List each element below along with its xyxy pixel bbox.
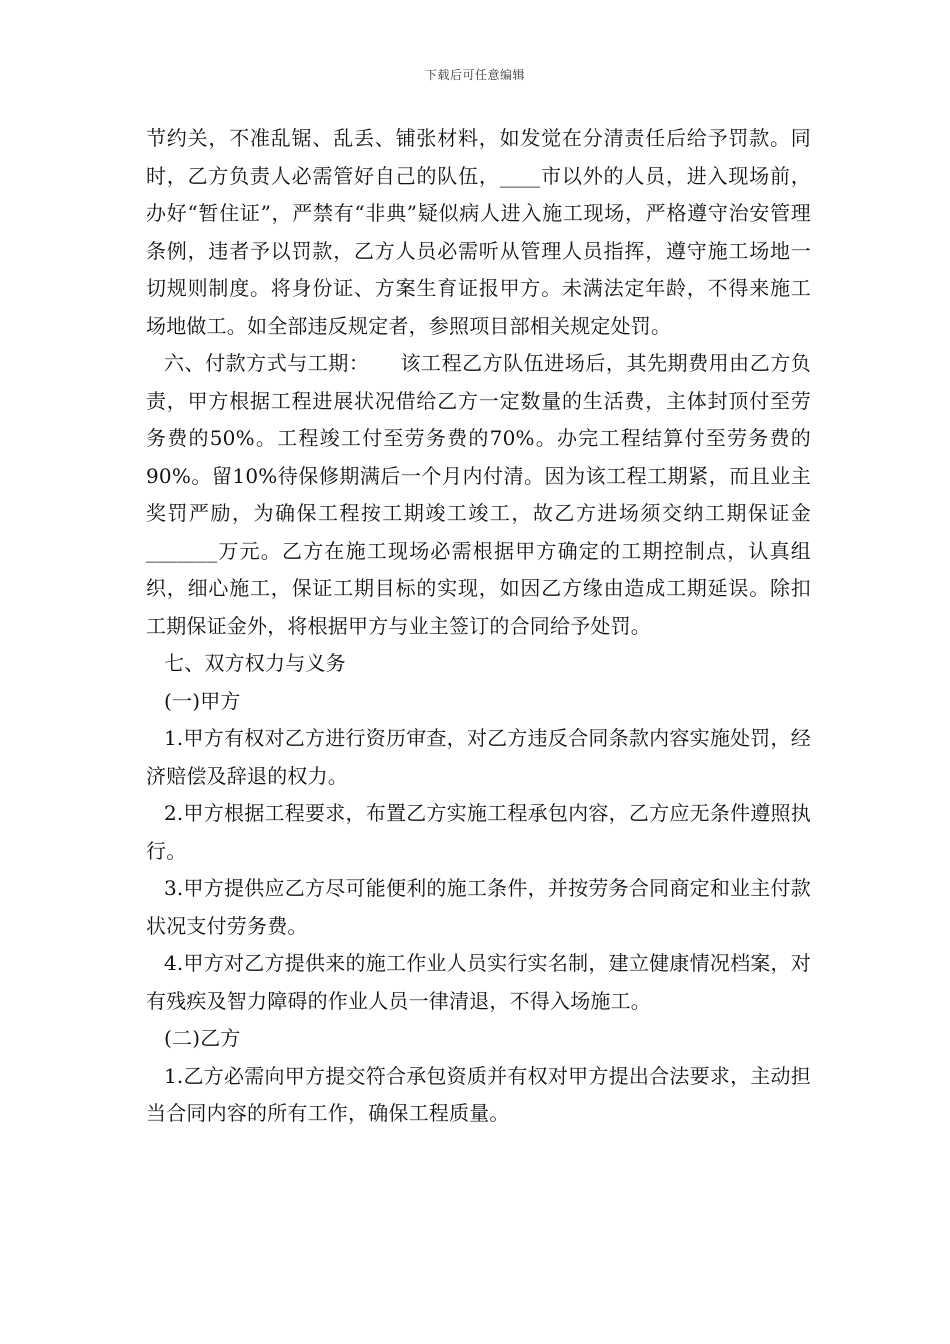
party-b-clause-1: 1.乙方必需向甲方提交符合承包资质并有权对甲方提出合法要求，主动担当合同内容的所有工作，确保工程质量。 <box>146 1063 811 1125</box>
party-a-clause-3: 3.甲方提供应乙方尽可能便利的施工条件，并按劳务合同商定和业主付款状况支付劳务费。 <box>146 876 811 938</box>
subsection-heading-party-b: (二)乙方 <box>164 1026 241 1050</box>
party-a-clause-4: 4.甲方对乙方提供来的施工作业人员实行实名制，建立健康情况档案，对有残疾及智力障碍的作业人员一律清退，不得入场施工。 <box>146 951 811 1013</box>
party-a-clause-2: 2.甲方根据工程要求，布置乙方实施工程承包内容，乙方应无条件遵照执行。 <box>146 801 811 863</box>
document-body <box>146 120 811 1133</box>
page-header-caption: 下载后可任意编辑 <box>424 68 525 82</box>
subsection-heading-party-a: (一)甲方 <box>164 688 241 713</box>
party-a-clause-1: 1.甲方有权对乙方进行资历审查，对乙方违反合同条款内容实施处罚，经济赔偿及辞退的权力。 <box>146 726 811 788</box>
paragraph-1: 节约关，不准乱锯、乱丢、铺张材料，如发觉在分清责任后给予罚款。同时，乙方负责人必需管好自己的队伍，____市以外的人员，进入现场前，办好“暂住证”，严禁有“非典”疑似病人进入施工现场，严格遵守治安管理条例，违者予以罚款，乙方人员必需听从管理人员指挥，遵守施工场地一切规则制度。将身份证、方案生育证报甲方。未满法定年龄，不得来施工场地做工。如全部违反规定者，参照项目部相关规定处罚。 <box>146 126 811 338</box>
paragraph-payment-terms: 六、付款方式与工期： 该工程乙方队伍进场后，其先期费用由乙方负责，甲方根据工程进展状况借给乙方一定数量的生活费，主体封顶付至劳务费的50%。工程竣工付至劳务费的70%。办完工程结算付至劳务费的90%。留10%待保修期满后一个月内付清。因为该工程工期紧，而且业主奖罚严励，为确保工程按工期竣工竣工，故乙方进场须交纳工期保证金_______万元。乙方在施工现场必需根据甲方确定的工期控制点，认真组织，细心施工，保证工期目标的实现，如因乙方缘由造成工期延误。除扣工期保证金外，将根据甲方与业主签订的合同给予处罚。 <box>146 351 811 638</box>
section-heading-rights-obligations: 七、双方权力与义务 <box>164 651 346 675</box>
